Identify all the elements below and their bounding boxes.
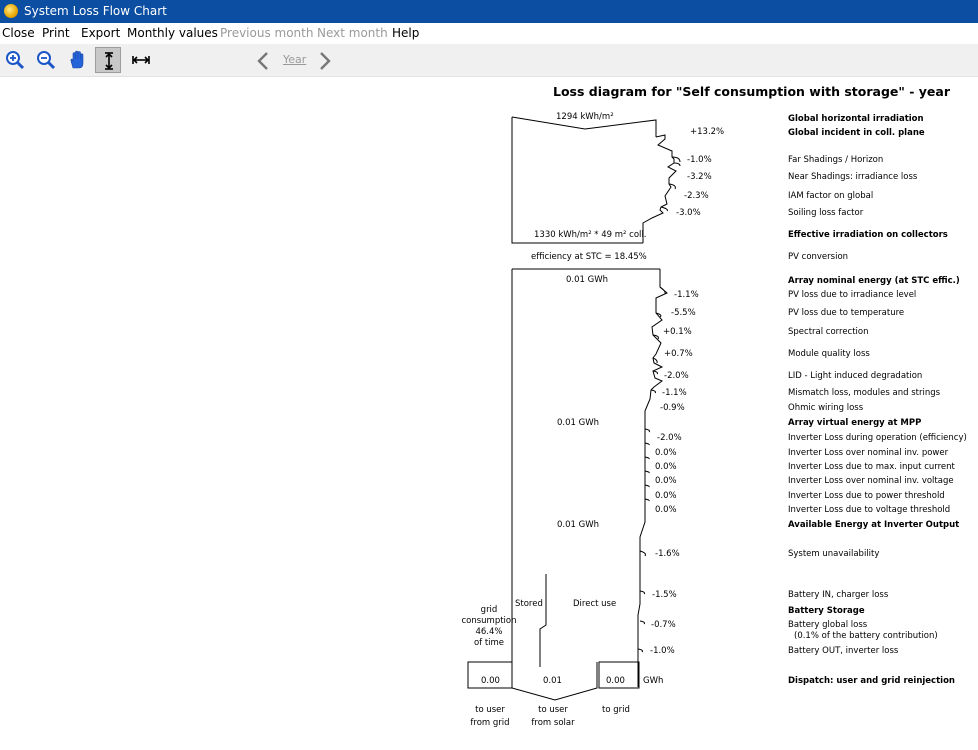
label-inverter-nominal-power: Inverter Loss over nominal inv. power [788,448,949,458]
diagram-title: Loss diagram for "Self consumption with storage" - year [553,84,951,99]
irradiation-top-value: 1294 kWh/m² [556,112,614,122]
label-battery-storage: Battery Storage [788,606,865,616]
storage-split-line [540,574,546,667]
pct-inverter-operation: -2.0% [657,433,682,443]
label-mismatch: Mismatch loss, modules and strings [788,388,941,398]
pct-ohmic: -0.9% [660,403,685,413]
pct-battery-out: -1.0% [650,646,675,656]
label-incident: Global incident in coll. plane [788,128,925,138]
fit-width-button[interactable] [128,47,154,73]
pct-inverter-power-threshold: 0.0% [655,491,677,501]
menu-print[interactable]: Print [42,26,70,40]
pct-irradiance-level: -1.1% [674,290,699,300]
to-user-from-grid-line-1: to user [475,705,505,715]
label-battery-global: Battery global loss [788,620,868,630]
pct-near-shading: -3.2% [687,172,712,182]
label-array-nominal: Array nominal energy (at STC effic.) [788,276,960,286]
label-unavailability: System unavailability [788,549,880,559]
label-soiling: Soiling loss factor [788,208,864,218]
zoom-in-button[interactable] [2,47,28,73]
grid-note-line-1: grid [480,605,498,615]
label-iam: IAM factor on global [788,191,874,201]
label-battery-in: Battery IN, charger loss [788,590,889,600]
grid-note-line-3: 46.4% [475,627,503,637]
pct-inverter-max-current: 0.0% [655,462,677,472]
irradiance-right-loss-edge [643,135,676,243]
window-title-bar [0,0,978,23]
label-inverter-voltage-threshold: Inverter Loss due to voltage threshold [788,505,951,515]
app-sun-icon [4,4,18,18]
irradiance-block-left-bottom [512,117,643,243]
horizontal-arrows-icon [131,50,151,70]
pct-inverter-nominal-voltage: 0.0% [655,476,677,486]
to-user-from-solar-line-2: from solar [531,718,575,728]
pct-spectral: +0.1% [663,327,692,337]
to-user-from-solar-line-1: to user [538,705,568,715]
window-title: System Loss Flow Chart [24,4,167,18]
label-effective: Effective irradiation on collectors [788,230,948,240]
pct-temperature: -5.5% [671,308,696,318]
label-far-shading: Far Shadings / Horizon [788,155,884,165]
loss-diagram [0,77,978,750]
menu-close[interactable]: Close [2,26,35,40]
pct-inverter-voltage-threshold: 0.0% [655,505,677,515]
next-period-icon[interactable] [317,51,333,71]
zoom-out-button[interactable] [33,47,59,73]
label-inverter-max-current: Inverter Loss due to max. input current [788,462,955,472]
stored-label: Stored [515,599,543,609]
zoom-in-icon [5,50,25,70]
to-grid-label: to grid [602,705,630,715]
label-lid: LID - Light induced degradation [788,371,923,381]
menu-previous-month[interactable]: Previous month [220,26,314,40]
pct-unavailability: -1.6% [655,549,680,559]
previous-period-icon[interactable] [255,51,271,71]
label-available-energy: Available Energy at Inverter Output [788,520,960,530]
label-module-quality: Module quality loss [788,349,870,359]
pct-iam: -2.3% [684,191,709,201]
toolbar [0,44,978,77]
label-near-shading: Near Shadings: irradiance loss [788,172,918,182]
hand-icon [67,50,87,70]
label-array-virtual: Array virtual energy at MPP [788,418,922,428]
to-user-from-grid-line-2: from grid [470,718,510,728]
direct-use-label: Direct use [573,599,617,609]
pct-inverter-nominal-power: 0.0% [655,448,677,458]
from-grid-value: 0.00 [481,676,500,686]
label-inverter-power-threshold: Inverter Loss due to power threshold [788,491,945,501]
pct-mismatch: -1.1% [662,388,687,398]
fit-height-button[interactable] [95,47,121,73]
label-ohmic: Ohmic wiring loss [788,403,864,413]
inverter-output-value: 0.01 GWh [557,520,600,530]
dispatch-unit: GWh [643,676,664,686]
menu-export[interactable]: Export [81,26,121,40]
grid-note-line-4: of time [473,638,505,648]
period-label: Year [283,53,307,66]
pct-lid: -2.0% [664,371,689,381]
menu-next-month[interactable]: Next month [317,26,388,40]
incident-gain-pct: +13.2% [690,127,725,137]
label-inverter-nominal-voltage: Inverter Loss over nominal inv. voltage [788,476,954,486]
pct-soiling: -3.0% [676,208,701,218]
efficiency-stc: efficiency at STC = 18.45% [531,252,647,262]
label-battery-global-note: (0.1% of the battery contribution) [794,631,938,641]
nominal-energy-value: 0.01 GWh [566,275,609,285]
label-dispatch: Dispatch: user and grid reinjection [788,676,955,686]
from-solar-value: 0.01 [543,676,562,686]
zoom-out-icon [36,50,56,70]
label-spectral: Spectral correction [788,327,869,337]
virtual-energy-value: 0.01 GWh [557,418,600,428]
pct-battery-global: -0.7% [651,620,676,630]
label-temperature: PV loss due to temperature [788,308,905,318]
menu-bar [0,23,978,43]
label-irradiance-level: PV loss due to irradiance level [788,290,917,300]
pct-battery-in: -1.5% [652,590,677,600]
pan-button[interactable] [64,47,90,73]
pct-module-quality: +0.7% [664,349,693,359]
label-inverter-operation: Inverter Loss during operation (efficiency) [788,433,967,443]
label-battery-out: Battery OUT, inverter loss [788,646,899,656]
pct-far-shading: -1.0% [687,155,712,165]
effective-irradiation-value: 1330 kWh/m² * 49 m² coll. [534,230,647,240]
label-ghi: Global horizontal irradiation [788,114,924,124]
label-pv-conversion: PV conversion [788,252,849,262]
grid-note-line-2: consumption [461,616,517,626]
to-grid-value: 0.00 [606,676,625,686]
vertical-arrows-icon [99,51,119,71]
menu-help[interactable]: Help [392,26,420,40]
menu-monthly-values[interactable]: Monthly values [127,26,218,40]
